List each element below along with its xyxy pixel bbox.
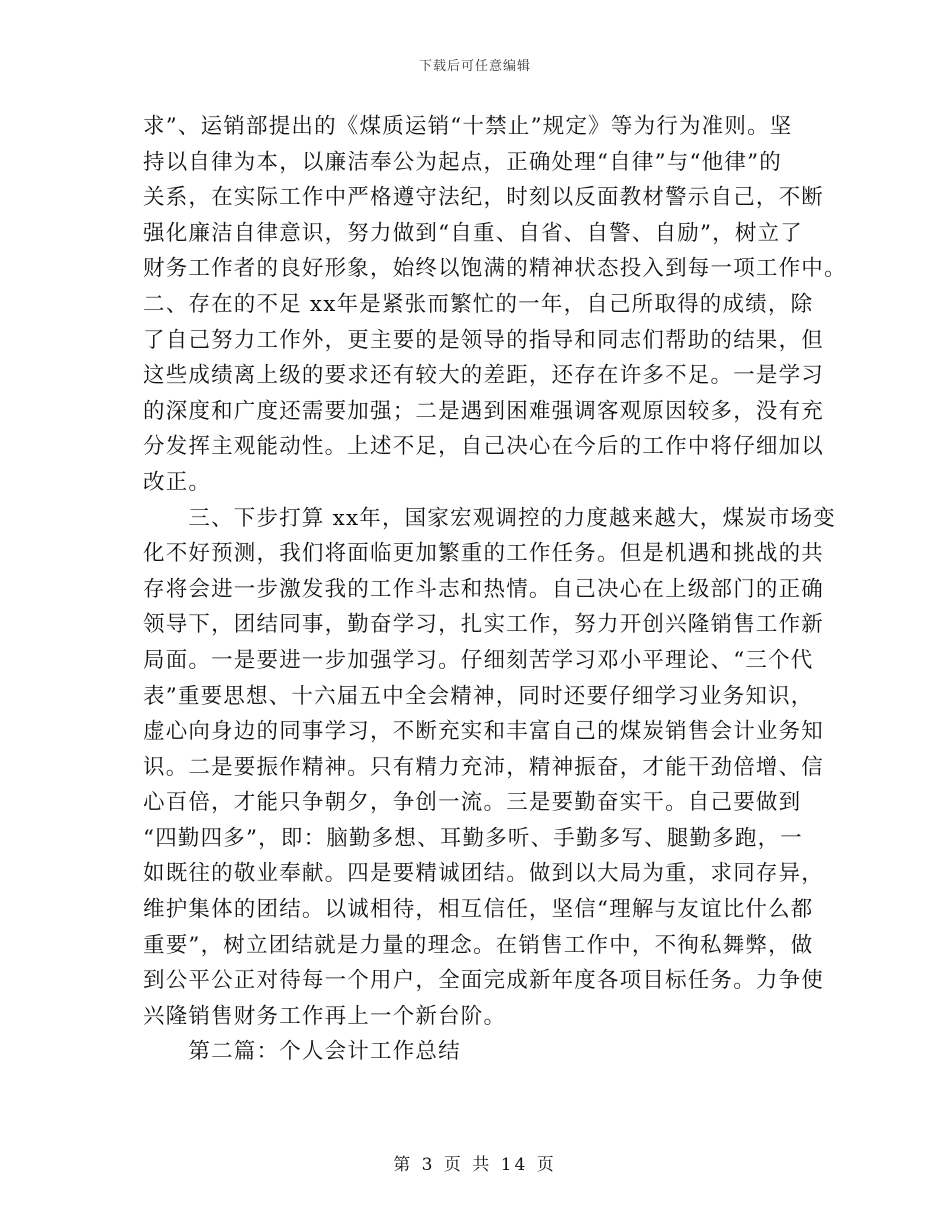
text-line: 表”重要思想、十六届五中全会精神，同时还要仔细学习业务知识， bbox=[143, 683, 814, 709]
text-line: 存将会进一步激发我的工作斗志和热情。自己决心在上级部门的正确 bbox=[143, 576, 825, 602]
text-line: 财务工作者的良好形象，始终以饱满的精神状态投入到每一项工作中。 bbox=[143, 256, 847, 282]
text-line: 兴隆销售财务工作再上一个新台阶。 bbox=[143, 1003, 507, 1029]
text-line: 的深度和广度还需要加强；二是遇到困难强调客观原因较多，没有充 bbox=[143, 398, 825, 424]
text-line: 求”、运销部提出的《煤质运销“十禁止”规定》等为行为准则。坚 bbox=[143, 114, 793, 139]
text-line: 识。二是要振作精神。只有精力充沛，精神振奋，才能干劲倍增、信 bbox=[143, 754, 825, 780]
text-line: 虚心向身边的同事学习，不断充实和丰富自己的煤炭销售会计业务知 bbox=[143, 719, 825, 745]
document-body bbox=[143, 109, 847, 1070]
text-line: 改正。 bbox=[143, 469, 212, 495]
page-number: 第 3 页 共 14 页 bbox=[393, 1155, 557, 1175]
text-line: 化不好预测，我们将面临更加繁重的工作任务。但是机遇和挑战的共 bbox=[143, 541, 825, 567]
text-line: “四勤四多”，即：脑勤多想、耳勤多听、手勤多写、腿勤多跑，一 bbox=[143, 825, 803, 851]
text-line: 心百倍，才能只争朝夕，争创一流。三是要勤奋实干。自己要做到 bbox=[143, 790, 802, 816]
text-line: 这些成绩离上级的要求还有较大的差距，还存在许多不足。一是学习 bbox=[143, 363, 825, 389]
text-line: 二、存在的不足 xx年是紧张而繁忙的一年，自己所取得的成绩，除 bbox=[143, 291, 814, 317]
text-line: 三、下步打算 xx年，国家宏观调控的力度越来越大，煤炭市场变 bbox=[143, 505, 836, 531]
text-line: 分发挥主观能动性。上述不足，自己决心在今后的工作中将仔细加以 bbox=[143, 434, 825, 460]
text-line: 如既往的敬业奉献。四是要精诚团结。做到以大局为重，求同存异， bbox=[143, 861, 825, 887]
text-line: 领导下，团结同事，勤奋学习，扎实工作，努力开创兴隆销售工作新 bbox=[143, 612, 825, 638]
page-header: 下载后可任意编辑 bbox=[418, 59, 531, 74]
text-line: 强化廉洁自律意识，努力做到“自重、自省、自警、自励”，树立了 bbox=[143, 220, 803, 246]
text-line: 局面。一是要进一步加强学习。仔细刻苦学习邓小平理论、“三个代 bbox=[143, 647, 814, 673]
text-line: 重要”，树立团结就是力量的理念。在销售工作中，不徇私舞弊，做 bbox=[143, 932, 814, 958]
section-heading: 第二篇：个人会计工作总结 bbox=[143, 1039, 461, 1065]
text-line: 维护集体的团结。以诚相待，相互信任，坚信“理解与友谊比什么都 bbox=[143, 897, 814, 923]
text-line: 持以自律为本，以廉洁奉公为起点，正确处理“自律”与“他律”的 bbox=[143, 149, 782, 175]
text-line: 关系，在实际工作中严格遵守法纪，时刻以反面教材警示自己，不断 bbox=[143, 185, 825, 211]
text-line: 到公平公正对待每一个用户，全面完成新年度各项目标任务。力争使 bbox=[143, 968, 825, 994]
text-line: 了自己努力工作外，更主要的是领导的指导和同志们帮助的结果，但 bbox=[143, 327, 825, 353]
